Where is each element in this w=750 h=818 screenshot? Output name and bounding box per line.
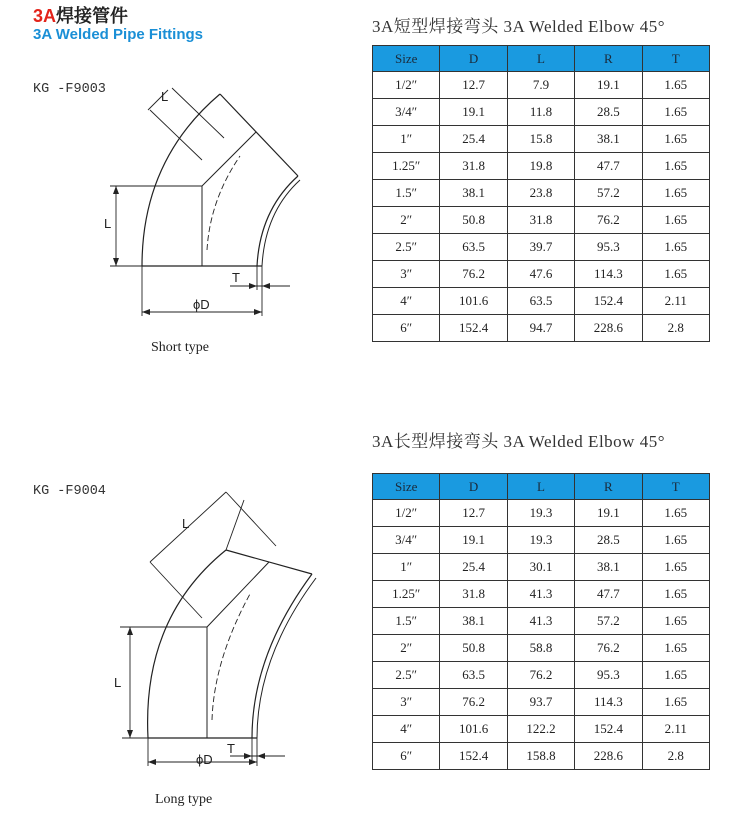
table-cell: 2.8 xyxy=(642,315,709,342)
short-spec-table xyxy=(372,45,710,342)
table-cell: 38.1 xyxy=(575,126,642,153)
table-row xyxy=(373,527,710,554)
table-cell: 152.4 xyxy=(575,716,642,743)
table-cell: 1″ xyxy=(373,126,440,153)
table-cell: 19.3 xyxy=(507,500,574,527)
table-cell: 6″ xyxy=(373,315,440,342)
table-row xyxy=(373,126,710,153)
table-cell: 2″ xyxy=(373,207,440,234)
short-label-D: ϕD xyxy=(193,297,210,312)
long-model-code: KG -F9004 xyxy=(33,484,106,499)
table-cell: 1/2″ xyxy=(373,72,440,99)
table-cell: 31.8 xyxy=(507,207,574,234)
table-cell: 94.7 xyxy=(507,315,574,342)
table-cell: 39.7 xyxy=(507,234,574,261)
table-cell: 101.6 xyxy=(440,716,507,743)
table-cell: 19.1 xyxy=(575,72,642,99)
table-cell: 38.1 xyxy=(575,554,642,581)
table-cell: 158.8 xyxy=(507,743,574,770)
table-row xyxy=(373,153,710,180)
table-cell: 11.8 xyxy=(507,99,574,126)
long-elbow-drawing xyxy=(100,490,330,775)
table-row xyxy=(373,234,710,261)
table-cell: 30.1 xyxy=(507,554,574,581)
table-cell: 25.4 xyxy=(440,554,507,581)
table-cell: 50.8 xyxy=(440,207,507,234)
long-label-L-top: L xyxy=(182,516,190,531)
table-row xyxy=(373,99,710,126)
column-header-t: T xyxy=(642,474,709,500)
table-cell: 1.65 xyxy=(642,635,709,662)
table-cell: 76.2 xyxy=(440,261,507,288)
table-cell: 2.11 xyxy=(642,716,709,743)
table-cell: 101.6 xyxy=(440,288,507,315)
table-cell: 6″ xyxy=(373,743,440,770)
table-cell: 1.65 xyxy=(642,99,709,126)
table-cell: 1.5″ xyxy=(373,608,440,635)
table-row xyxy=(373,554,710,581)
page-title xyxy=(33,2,128,28)
table-cell: 19.1 xyxy=(440,99,507,126)
short-label-T: T xyxy=(232,270,240,285)
table-cell: 76.2 xyxy=(440,689,507,716)
table-header-row xyxy=(373,474,710,500)
table-row xyxy=(373,315,710,342)
table-cell: 15.8 xyxy=(507,126,574,153)
table-row xyxy=(373,500,710,527)
table-cell: 1.65 xyxy=(642,500,709,527)
table-cell: 31.8 xyxy=(440,153,507,180)
table-cell: 1.65 xyxy=(642,662,709,689)
table-cell: 93.7 xyxy=(507,689,574,716)
table-row xyxy=(373,635,710,662)
table-cell: 38.1 xyxy=(440,180,507,207)
table-cell: 7.9 xyxy=(507,72,574,99)
table-row xyxy=(373,207,710,234)
table-row xyxy=(373,581,710,608)
column-header-size: Size xyxy=(373,46,440,72)
table-cell: 1.65 xyxy=(642,72,709,99)
column-header-r: R xyxy=(575,46,642,72)
table-cell: 3/4″ xyxy=(373,527,440,554)
table-cell: 2.8 xyxy=(642,743,709,770)
short-model-code: KG -F9003 xyxy=(33,82,106,97)
table-cell: 19.8 xyxy=(507,153,574,180)
table-cell: 3″ xyxy=(373,261,440,288)
table-cell: 63.5 xyxy=(440,234,507,261)
table-cell: 76.2 xyxy=(575,635,642,662)
table-cell: 63.5 xyxy=(507,288,574,315)
table-cell: 1.65 xyxy=(642,207,709,234)
table-cell: 1.65 xyxy=(642,527,709,554)
table-cell: 2.5″ xyxy=(373,662,440,689)
table-cell: 1.5″ xyxy=(373,180,440,207)
table-cell: 1.65 xyxy=(642,261,709,288)
table-cell: 41.3 xyxy=(507,608,574,635)
table-cell: 95.3 xyxy=(575,234,642,261)
column-header-l: L xyxy=(507,46,574,72)
table-cell: 31.8 xyxy=(440,581,507,608)
table-cell: 1.25″ xyxy=(373,153,440,180)
table-row xyxy=(373,72,710,99)
table-cell: 4″ xyxy=(373,288,440,315)
table-cell: 1.65 xyxy=(642,608,709,635)
table-cell: 47.7 xyxy=(575,581,642,608)
table-cell: 19.1 xyxy=(575,500,642,527)
table-cell: 63.5 xyxy=(440,662,507,689)
table-row xyxy=(373,743,710,770)
table-cell: 152.4 xyxy=(440,315,507,342)
table-cell: 1.65 xyxy=(642,581,709,608)
table-cell: 114.3 xyxy=(575,261,642,288)
table-row xyxy=(373,180,710,207)
column-header-d: D xyxy=(440,46,507,72)
table-cell: 23.8 xyxy=(507,180,574,207)
table-row xyxy=(373,288,710,315)
table-row xyxy=(373,261,710,288)
table-cell: 47.6 xyxy=(507,261,574,288)
long-table-title: 3A长型焊接弯头 3A Welded Elbow 45° xyxy=(372,432,665,451)
title-cn: 焊接管件 xyxy=(56,6,129,26)
table-cell: 38.1 xyxy=(440,608,507,635)
column-header-size: Size xyxy=(373,474,440,500)
table-cell: 1.65 xyxy=(642,554,709,581)
table-cell: 4″ xyxy=(373,716,440,743)
short-label-L-top: L xyxy=(161,89,169,104)
table-cell: 57.2 xyxy=(575,608,642,635)
short-table-title: 3A短型焊接弯头 3A Welded Elbow 45° xyxy=(372,17,665,36)
long-spec-table xyxy=(372,473,710,770)
long-label-T: T xyxy=(227,741,235,756)
table-cell: 25.4 xyxy=(440,126,507,153)
column-header-t: T xyxy=(642,46,709,72)
table-cell: 1.65 xyxy=(642,180,709,207)
table-cell: 2.5″ xyxy=(373,234,440,261)
table-cell: 1.65 xyxy=(642,126,709,153)
table-cell: 76.2 xyxy=(575,207,642,234)
table-cell: 2″ xyxy=(373,635,440,662)
table-cell: 76.2 xyxy=(507,662,574,689)
table-cell: 228.6 xyxy=(575,743,642,770)
column-header-r: R xyxy=(575,474,642,500)
table-row xyxy=(373,716,710,743)
short-elbow-drawing xyxy=(90,80,320,330)
table-cell: 57.2 xyxy=(575,180,642,207)
table-cell: 1″ xyxy=(373,554,440,581)
short-caption: Short type xyxy=(151,340,209,355)
table-cell: 12.7 xyxy=(440,72,507,99)
long-label-L-side: L xyxy=(114,675,122,690)
table-row xyxy=(373,662,710,689)
table-cell: 28.5 xyxy=(575,99,642,126)
table-cell: 47.7 xyxy=(575,153,642,180)
table-cell: 3/4″ xyxy=(373,99,440,126)
title-prefix: 3A xyxy=(33,6,57,26)
table-cell: 95.3 xyxy=(575,662,642,689)
table-header-row xyxy=(373,46,710,72)
table-cell: 2.11 xyxy=(642,288,709,315)
short-label-L-side: L xyxy=(104,216,112,231)
table-cell: 152.4 xyxy=(440,743,507,770)
table-cell: 28.5 xyxy=(575,527,642,554)
table-cell: 1.65 xyxy=(642,153,709,180)
table-row xyxy=(373,608,710,635)
table-cell: 122.2 xyxy=(507,716,574,743)
table-cell: 12.7 xyxy=(440,500,507,527)
table-cell: 19.3 xyxy=(507,527,574,554)
table-cell: 1.25″ xyxy=(373,581,440,608)
table-cell: 1.65 xyxy=(642,689,709,716)
table-cell: 58.8 xyxy=(507,635,574,662)
table-cell: 19.1 xyxy=(440,527,507,554)
table-cell: 41.3 xyxy=(507,581,574,608)
page-subtitle: 3A Welded Pipe Fittings xyxy=(33,26,204,43)
long-label-D: ϕD xyxy=(196,752,213,767)
table-row xyxy=(373,689,710,716)
column-header-d: D xyxy=(440,474,507,500)
table-cell: 1.65 xyxy=(642,234,709,261)
column-header-l: L xyxy=(507,474,574,500)
long-caption: Long type xyxy=(155,792,213,807)
table-cell: 3″ xyxy=(373,689,440,716)
table-cell: 1/2″ xyxy=(373,500,440,527)
table-cell: 114.3 xyxy=(575,689,642,716)
table-cell: 152.4 xyxy=(575,288,642,315)
table-cell: 50.8 xyxy=(440,635,507,662)
table-cell: 228.6 xyxy=(575,315,642,342)
